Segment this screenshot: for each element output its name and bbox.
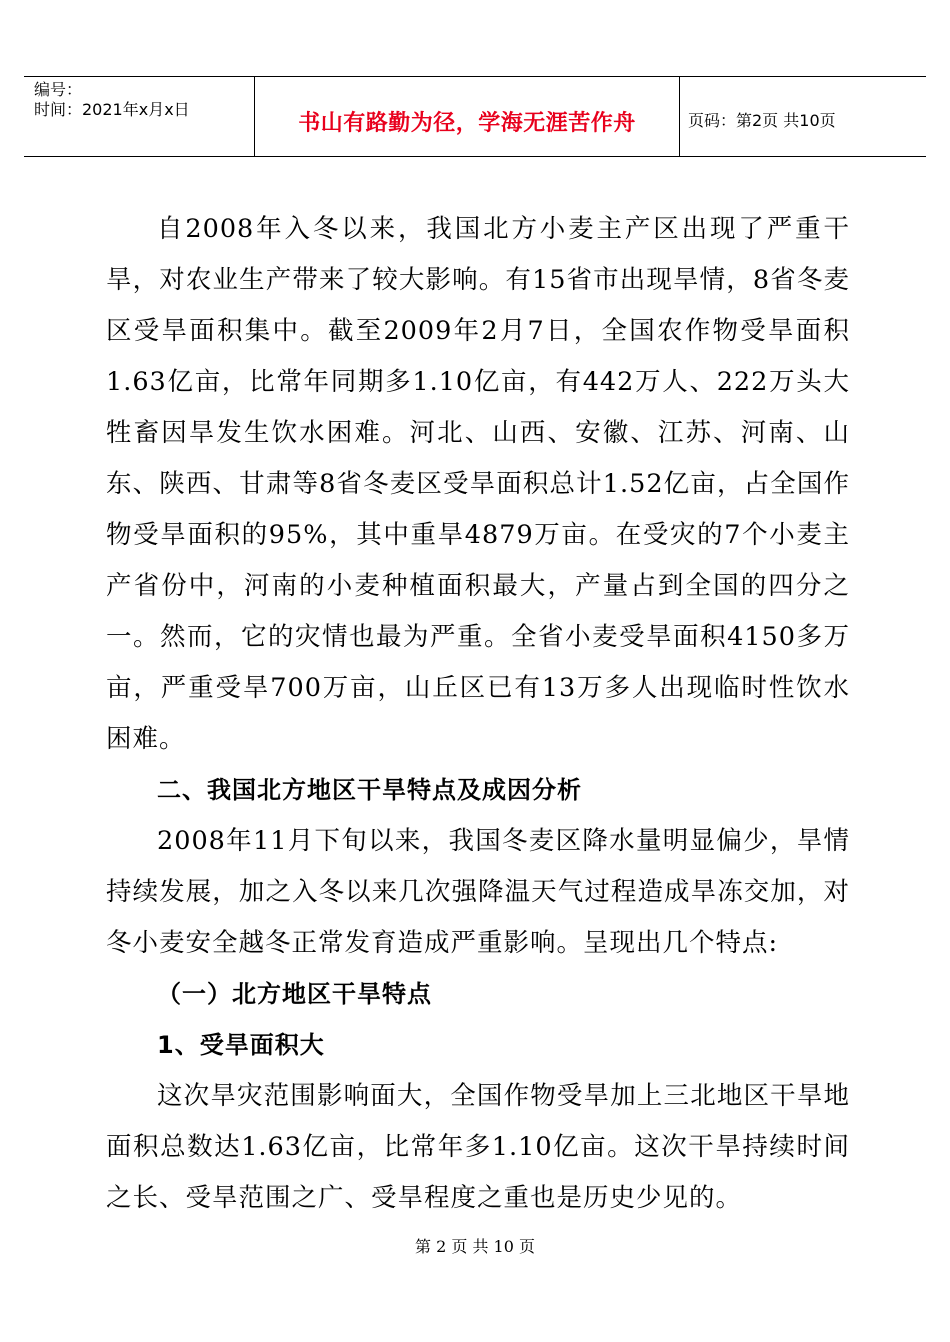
section-heading-2: 二、我国北方地区干旱特点及成因分析	[157, 776, 582, 804]
paragraph-drought-characteristics: 2008年11月下旬以来，我国冬麦区降水量明显偏少，旱情持续发展，加之入冬以来几次强降温天气过程造成旱冻交加，对冬小麦安全越冬正常发育造成严重影响。呈现出几个特点:	[106, 826, 850, 958]
paragraph-drought-area: 这次旱灾范围影响面大，全国作物受旱加上三北地区干旱地面积总数达1.63亿亩，比常年多1.10亿亩。这次干旱持续时间之长、受旱范围之广、受旱程度之重也是历史少见的。	[106, 1081, 850, 1213]
subsection-heading-1: （一）北方地区干旱特点	[157, 980, 432, 1008]
header-motto-cell	[254, 76, 680, 156]
item-heading-1: 1、受旱面积大	[157, 1031, 325, 1059]
page-footer: 第 2 页 共 10 页	[415, 1237, 535, 1256]
header-motto: 书山有路勤为径，学海无涯苦作舟	[298, 111, 636, 136]
paragraph-drought-overview: 自2008年入冬以来，我国北方小麦主产区出现了严重干旱，对农业生产带来了较大影响。有15省市出现旱情，8省冬麦区受旱面积集中。截至2009年2月7日，全国农作物受旱面积1.63亿亩，比常年同期多1.10亿亩，有442万人、222万头大牲畜因旱发生饮水困难。河北、山西、安徽、江苏、河南、山东、陕西、甘肃等8省冬麦区受旱面积总计1.52亿亩，占全国作物受旱面积的95%，其中重旱4879万亩。在受灾的7个小麦主产省份中，河南的小麦种植面积最大，产量占到全国的四分之一。然而，它的灾情也最为严重。全省小麦受旱面积4150多万亩，严重受旱700万亩，山丘区已有13万多人出现临时性饮水困难。	[106, 214, 850, 754]
document-number-label: 编号：	[34, 80, 83, 99]
document-time-label: 时间：2021年x月x日	[34, 100, 190, 119]
header-page-cell	[680, 76, 926, 156]
document-body	[106, 204, 850, 1224]
header-page-code: 页码：第2页 共10页	[688, 111, 836, 130]
page-header	[24, 76, 926, 157]
header-meta	[24, 76, 254, 156]
